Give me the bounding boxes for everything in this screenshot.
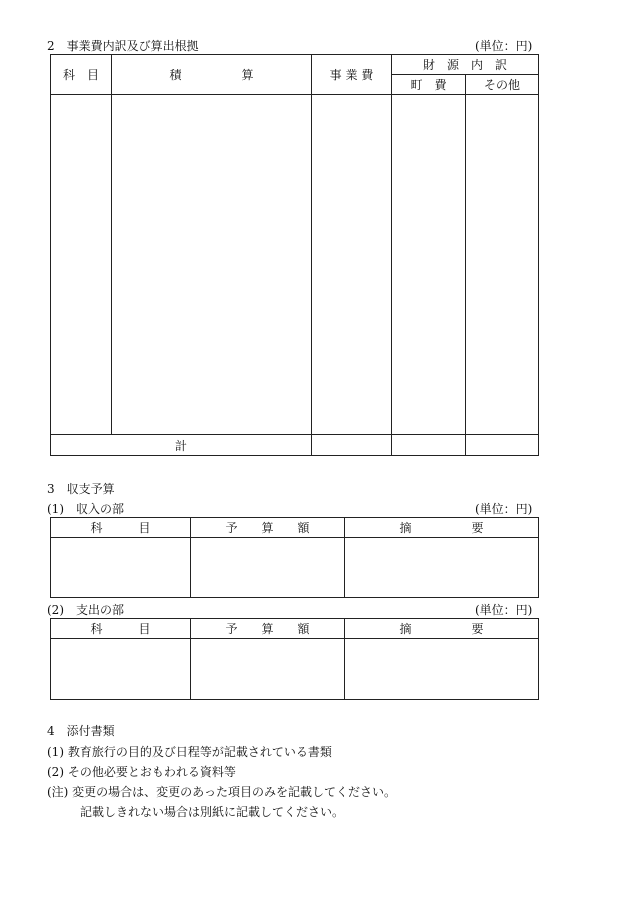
income-header-tekiyo: 摘 要	[345, 518, 539, 538]
header-sonota: その他	[466, 75, 539, 95]
cell-chohi	[392, 95, 466, 435]
section3-title: 3 収支予算	[47, 482, 115, 496]
attachment-item-2: (2) その他必要とおもわれる資料等	[47, 765, 236, 779]
income-title: (1) 収入の部	[47, 502, 124, 516]
expense-table	[50, 618, 539, 700]
total-chohi	[392, 435, 466, 456]
header-chohi: 町 費	[392, 75, 466, 95]
cell-kamoku	[51, 95, 112, 435]
note-line-2: 記載しきれない場合は別紙に記載してください。	[80, 805, 345, 819]
expense-cell-tekiyo	[345, 639, 539, 700]
expense-header-yosan: 予 算 額	[191, 619, 345, 639]
total-sonota	[466, 435, 539, 456]
section2-unit: (単位：円)	[475, 39, 533, 53]
expense-breakdown-table	[50, 54, 539, 456]
attachment-item-1: (1) 教育旅行の目的及び日程等が記載されている書類	[47, 745, 332, 759]
header-kamoku: 科 目	[51, 55, 112, 95]
total-jigyohi	[312, 435, 392, 456]
header-zaigen: 財 源 内 訳	[392, 55, 539, 75]
cell-jigyohi	[312, 95, 392, 435]
income-header-yosan: 予 算 額	[191, 518, 345, 538]
cell-sekisan	[112, 95, 312, 435]
income-cell-kamoku	[51, 538, 191, 598]
income-cell-yosan	[191, 538, 345, 598]
income-unit: (単位：円)	[475, 502, 533, 516]
income-cell-tekiyo	[345, 538, 539, 598]
expense-unit: (単位：円)	[475, 603, 533, 617]
income-table	[50, 517, 539, 598]
expense-header-tekiyo: 摘 要	[345, 619, 539, 639]
total-label: 計	[51, 435, 312, 456]
section4-title: 4 添付書類	[47, 724, 115, 738]
header-jigyohi: 事 業 費	[312, 55, 392, 95]
expense-title: (2) 支出の部	[47, 603, 124, 617]
income-header-kamoku: 科 目	[51, 518, 191, 538]
header-sekisan: 積 算	[112, 55, 312, 95]
expense-cell-kamoku	[51, 639, 191, 700]
section2-title: 2 事業費内訳及び算出根拠	[47, 39, 199, 53]
expense-cell-yosan	[191, 639, 345, 700]
note-line-1: (注) 変更の場合は、変更のあった項目のみを記載してください。	[47, 785, 397, 799]
expense-header-kamoku: 科 目	[51, 619, 191, 639]
cell-sonota	[466, 95, 539, 435]
